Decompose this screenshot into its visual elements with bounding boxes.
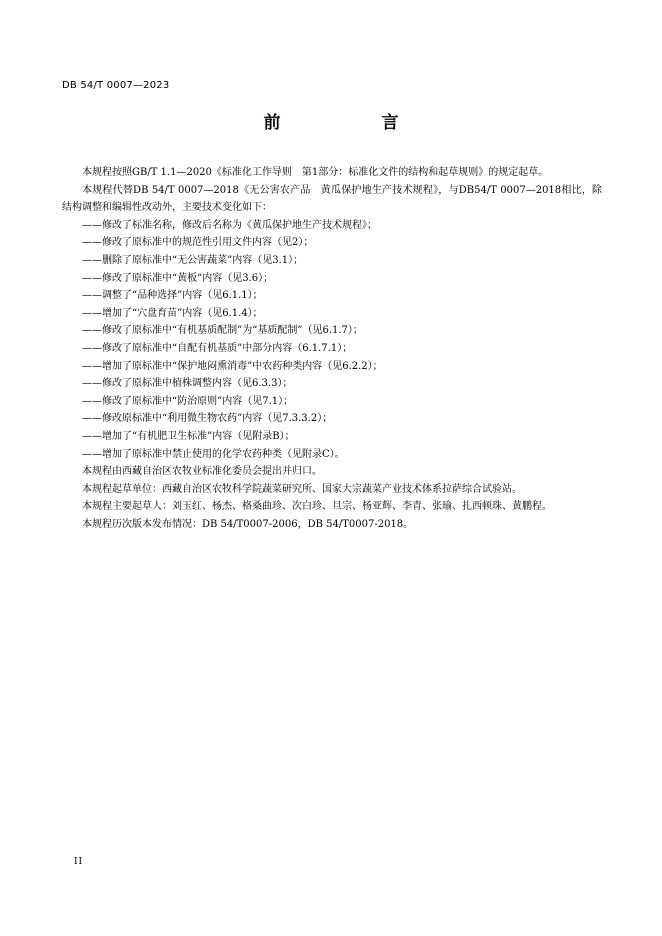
change-item: ——调整了“品种选择”内容（见6.1.1）； bbox=[82, 290, 263, 302]
page-number: II bbox=[74, 857, 84, 867]
change-item: ——修改了原标准中“黄板”内容（见3.6）； bbox=[82, 272, 274, 284]
closing-paragraph: 本规程主要起草人：刘玉红、杨杰、格桑曲珍、次白珍、旦宗、杨亚辉、李青、张瑜、扎西顿珠、黄鹏程。 bbox=[82, 501, 552, 513]
intro-paragraph: 本规程按照GB/T 1.1—2020《标准化工作导则 第1部分：标准化文件的结构和起草规则》的规定起草。 bbox=[82, 167, 549, 178]
change-item: ——增加了原标准中禁止使用的化学农药种类（见附录C）。 bbox=[82, 448, 345, 460]
closing-paragraph: 本规程起草单位：西藏自治区农牧科学院蔬菜研究所、国家大宗蔬菜产业技术体系拉萨综合试验站。 bbox=[82, 483, 522, 495]
body-text bbox=[62, 164, 602, 533]
change-item: ——删除了原标准中“无公害蔬菜”内容（见3.1）； bbox=[82, 254, 304, 266]
change-item: ——增加了“有机肥卫生标准”内容（见附录B）； bbox=[82, 430, 295, 442]
change-item: ——修改了原标准中植株调整内容（见6.3.3）； bbox=[82, 378, 293, 390]
closing-paragraph: 本规程历次版本发布情况：DB 54/T0007-2006，DB 54/T0007-2018。 bbox=[82, 518, 414, 530]
change-item: ——增加了原标准中“保护地闷熏消毒”中农药种类内容（见6.2.2）； bbox=[82, 360, 383, 372]
change-item: ——修改了原标准中“防治原则”内容（见7.1）； bbox=[82, 395, 294, 407]
change-item: ——修改了标准名称，修改后名称为《黄瓜保护地生产技术规程》； bbox=[82, 219, 377, 231]
intro-paragraph: 本规程代替DB 54/T 0007—2018《无公害农产品 黄瓜保护地生产技术规程》，与DB54/T 0007—2018相比，除结构调整和编辑性改动外，主要技术变化如下： bbox=[62, 184, 602, 214]
change-item: ——修改了原标准中“自配有机基质”中部分内容（6.1.7.1）； bbox=[82, 342, 353, 354]
change-item: ——修改了原标准中“有机基质配制”为“基质配制”（见6.1.7）； bbox=[82, 325, 363, 337]
change-item: ——修改原标准中“利用微生物农药”内容（见7.3.3.2）； bbox=[82, 413, 333, 425]
change-item: ——修改了原标准中的规范性引用文件内容（见2）； bbox=[82, 237, 314, 249]
closing-paragraph: 本规程由西藏自治区农牧业标准化委员会提出并归口。 bbox=[82, 466, 322, 478]
document-code: DB 54/T 0007—2023 bbox=[62, 80, 170, 91]
page-title: 前 言 bbox=[263, 113, 441, 133]
change-item: ——增加了“穴盘育苗”内容（见6.1.4）； bbox=[82, 307, 263, 319]
